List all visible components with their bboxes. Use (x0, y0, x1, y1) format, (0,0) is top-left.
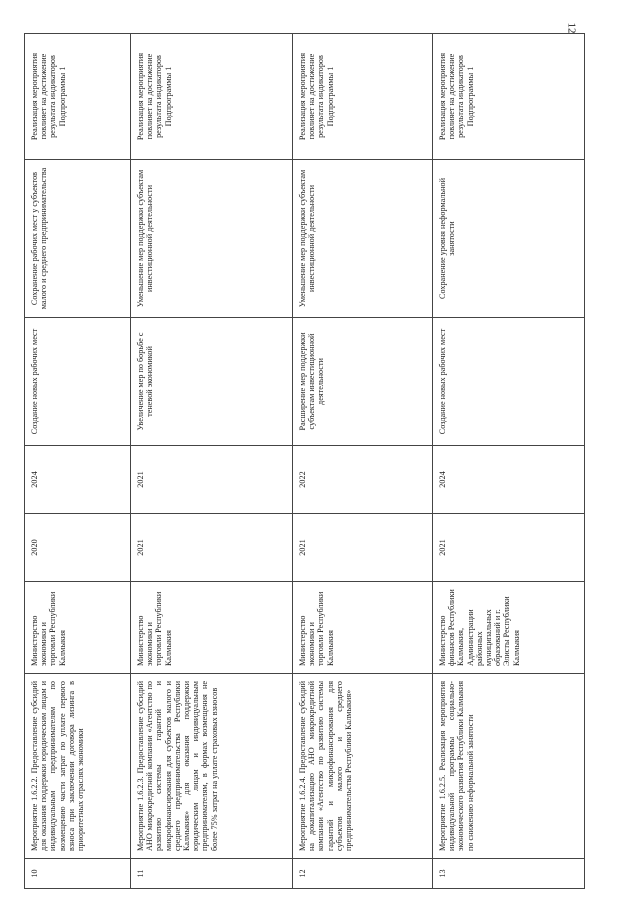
indicator-link: Реализация мероприятия повлияет на достижение результата индикаторов Подпрограммы 1 (293, 34, 433, 160)
start-year: 2021 (433, 514, 585, 582)
start-year: 2020 (25, 514, 131, 582)
row-number: 13 (433, 859, 585, 889)
consequence: Уменьшение мер поддержки субъектам инвестиционной деятельности (293, 160, 433, 318)
indicator-link: Реализация мероприятия повлияет на достижение результата индикаторов Подпрограммы 1 (25, 34, 131, 160)
start-year: 2021 (131, 514, 293, 582)
end-year: 2022 (293, 446, 433, 514)
end-year: 2024 (433, 446, 585, 514)
indicator-link: Реализация мероприятия повлияет на достижение результата индикаторов Подпрограммы 1 (433, 34, 585, 160)
measure-name: Мероприятие 1.6.2.2. Предоставление субсидий для оказания поддержки юридическим лицам и индивидуальным предпринимателям по возмещению части затрат по уплате первого взноса при заключении договора лизинга в приоритетных отраслях экономики (25, 674, 131, 859)
executor: Министерство экономики и торговли Республики Калмыкия (25, 582, 131, 674)
table-row (131, 34, 293, 889)
row-number: 12 (293, 859, 433, 889)
row-number: 10 (25, 859, 131, 889)
expected-result: Увеличение мер по борьбе с теневой экономикой (131, 318, 293, 446)
expected-result: Создание новых рабочих мест (433, 318, 585, 446)
table-row (433, 34, 585, 889)
measures-table-wrapper (24, 34, 584, 889)
expected-result: Создание новых рабочих мест (25, 318, 131, 446)
table-row (293, 34, 433, 889)
executor: Министерство экономики и торговли Республики Калмыкия (131, 582, 293, 674)
indicator-link: Реализация мероприятия повлияет на достижение результата индикаторов Подпрограммы 1 (131, 34, 293, 160)
executor: Министерство экономики и торговли Республики Калмыкия (293, 582, 433, 674)
measure-name: Мероприятие 1.6.2.4. Предоставление субсидий на докапитализацию АНО микрокредитной компании «Агентство по развитию системы гарантий и микрофинансирования для субъектов малого и среднего предпринимательства Республики Калмыкия» (293, 674, 433, 859)
start-year: 2021 (293, 514, 433, 582)
end-year: 2024 (25, 446, 131, 514)
consequence: Сохранение рабочих мест у субъектов малого и среднего предпринимательства (25, 160, 131, 318)
measure-name: Мероприятие 1.6.2.5. Реализация мероприятия индивидуальной программы социально-экономического развития Республики Калмыкия по снижению неформальной занятости (433, 674, 585, 859)
executor: Министерство финансов Республики Калмыкия, Администрации районных муниципальных образований и г. Элисты Республики Калмыкия (433, 582, 585, 674)
table-row (25, 34, 131, 889)
end-year: 2021 (131, 446, 293, 514)
page-number: 12 (565, 22, 578, 34)
expected-result: Расширение мер поддержки субъектам инвестиционной деятельности (293, 318, 433, 446)
row-number: 11 (131, 859, 293, 889)
measure-name: Мероприятие 1.6.2.3. Предоставление субсидий АНО микрокредитной компании «Агентство по развитию системы гарантий и микрофинансирования для субъектов малого и среднего предпринимательства Республики Калмыкия» для оказания поддержки юридическим лицам и индивидуальным предпринимателям, в формах возмещения не более 75% затрат на уплате страховых взносов (131, 674, 293, 859)
consequence: Сохранение уровня неформальной занятости (433, 160, 585, 318)
consequence: Уменьшение мер поддержки субъектам инвестиционной деятельности (131, 160, 293, 318)
measures-table (24, 33, 585, 889)
